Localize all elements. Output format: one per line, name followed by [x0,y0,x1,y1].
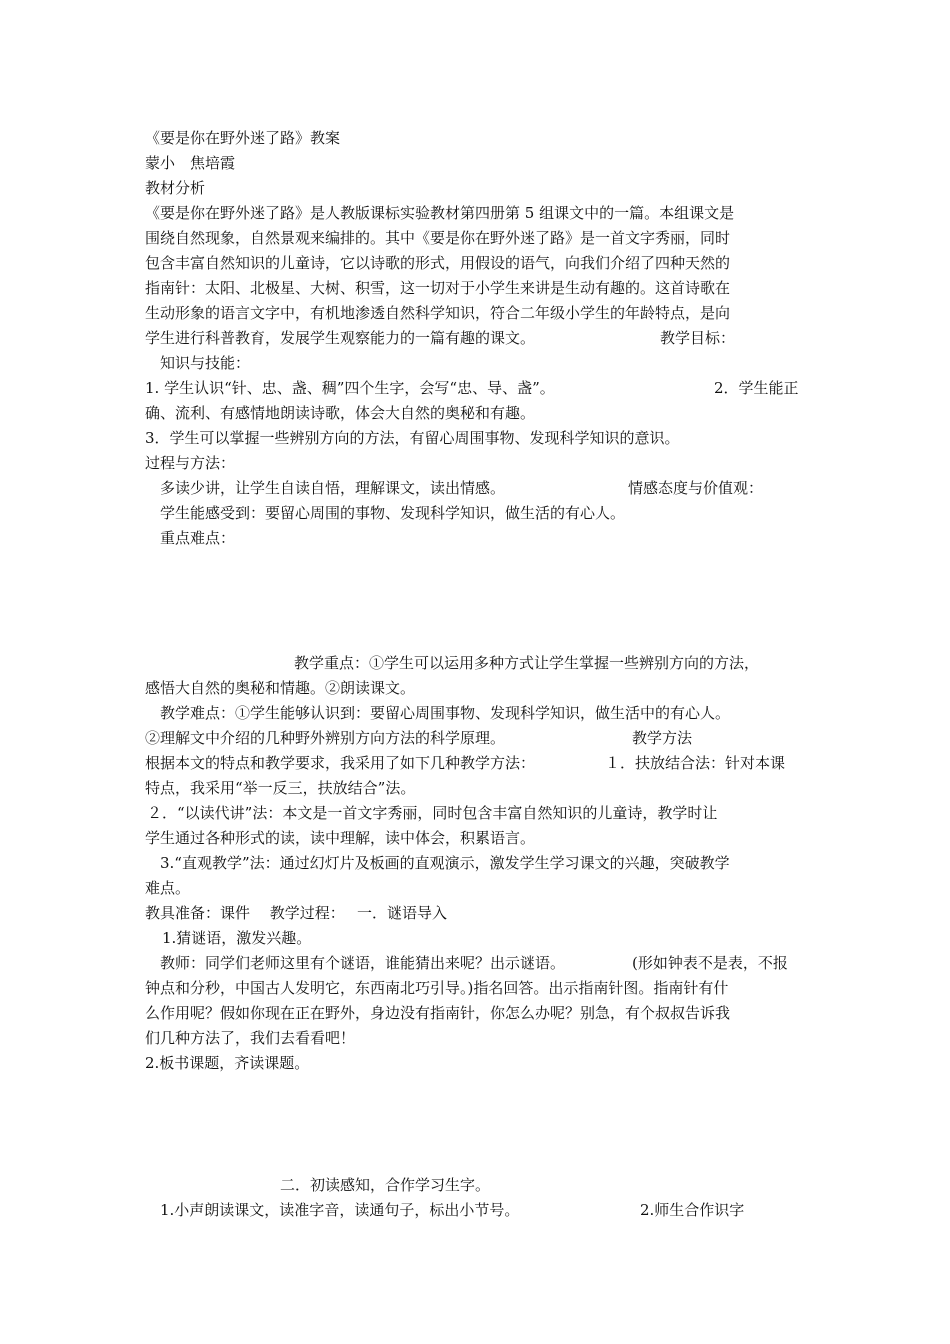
difficulty-line: 教学难点：①学生能够认识到：要留心周围事物、发现科学知识，做生活中的有心人。 [160,704,731,722]
analysis-line: 围绕自然现象，自然景观来编排的。其中《要是你在野外迷了路》是一首文字秀丽，同时 [145,229,731,247]
teacher-line: 钟点和分秒，中国古人发明它，东西南北巧引导。)指名回答。出示指南针图。指南针有什 [145,979,729,997]
analysis-line: 生动形象的语言文字中，有机地渗透自然科学知识，符合二年级小学生的年龄特点，是向 [145,304,731,322]
methods-intro: 根据本文的特点和教学要求，我采用了如下几种教学方法： [145,754,536,772]
analysis-heading: 教材分析 [145,179,206,197]
difficulty-line: ②理解文中介绍的几种野外辨别方向方法的科学原理。 [145,729,506,747]
analysis-line: 《要是你在野外迷了路》是人教版课标实验教材第四册第 5 组课文中的一篇。本组课文是 [145,204,735,222]
key-focus-line: 教学重点：①学生可以运用多种方式让学生掌握一些辨别方向的方法， [294,654,760,672]
teacher-line: 么作用呢？假如你现在正在野外，身边没有指南针，你怎么办呢？别急，有个叔叔告诉我 [145,1004,731,1022]
method-3-line: 难点。 [145,879,191,897]
process-text: 多读少讲，让学生自读自悟，理解课文，读出情感。 [160,479,506,497]
step-1: 1.猜谜语，激发兴趣。 [162,929,312,947]
keypoints-heading: 重点难点： [160,529,236,547]
goal-2-cont: 确、流利、有感情地朗读诗歌，体会大自然的奥秘和有趣。 [145,404,536,422]
goal-1: 1. 学生认识“针、忠、盏、稠”四个生字，会写“忠、导、盏”。 [145,379,555,397]
analysis-line: 学生进行科普教育，发展学生观察能力的一篇有趣的课文。 [145,329,536,347]
method-1-start: １．扶放结合法：针对本课 [605,754,786,772]
process-heading: 过程与方法： [145,454,236,472]
emotion-heading: 情感态度与价值观： [628,479,764,497]
step-2: 2.板书课题，齐读课题。 [145,1054,310,1072]
key-focus-line: 感悟大自然的奥秘和情趣。②朗读课文。 [145,679,416,697]
knowledge-heading: 知识与技能： [160,354,251,372]
analysis-line: 指南针：太阳、北极星、大树、积雪，这一切对于小学生来讲是生动有趣的。这首诗歌在 [145,279,731,297]
teacher-line: 们几种方法了，我们去看看吧！ [145,1029,356,1047]
method-3-line: 3.“直观教学”法：通过幻灯片及板画的直观演示，激发学生学习课文的兴趣，突破教学 [160,854,730,872]
teacher-line: 教师：同学们老师这里有个谜语，谁能猜出来呢？出示谜语。 [160,954,566,972]
author-line: 蒙小 焦培霞 [145,154,236,172]
emotion-text: 学生能感受到：要留心周围的事物、发现科学知识，做生活的有心人。 [160,504,626,522]
goal-2-start: 2．学生能正 [714,379,799,397]
teacher-line-end: (形如钟表不是表，不报 [632,954,788,972]
method-2-line: 学生通过各种形式的读，读中理解，读中体会，积累语言。 [145,829,536,847]
methods-heading: 教学方法 [632,729,693,747]
document-title: 《要是你在野外迷了路》教案 [145,129,341,147]
analysis-line: 包含丰富自然知识的儿童诗，它以诗歌的形式，用假设的语气，向我们介绍了四种天然的 [145,254,731,272]
method-1-cont: 特点，我采用“举一反三，扶放结合”法。 [145,779,416,797]
part-2-step-2: 2.师生合作识字 [640,1201,745,1219]
goals-heading: 教学目标： [660,329,736,347]
method-2-line: ２．“以读代讲”法：本文是一首文字秀丽，同时包含丰富自然知识的儿童诗，教学时让 [147,804,718,822]
goal-3: 3．学生可以掌握一些辨别方向的方法，有留心周围事物、发现科学知识的意识。 [145,429,680,447]
tools-line: 教具准备：课件 教学过程： 一．谜语导入 [145,904,448,922]
part-2-heading: 二．初读感知，合作学习生字。 [280,1176,491,1194]
part-2-step-1: 1.小声朗读课文，读准字音，读通句子，标出小节号。 [160,1201,520,1219]
